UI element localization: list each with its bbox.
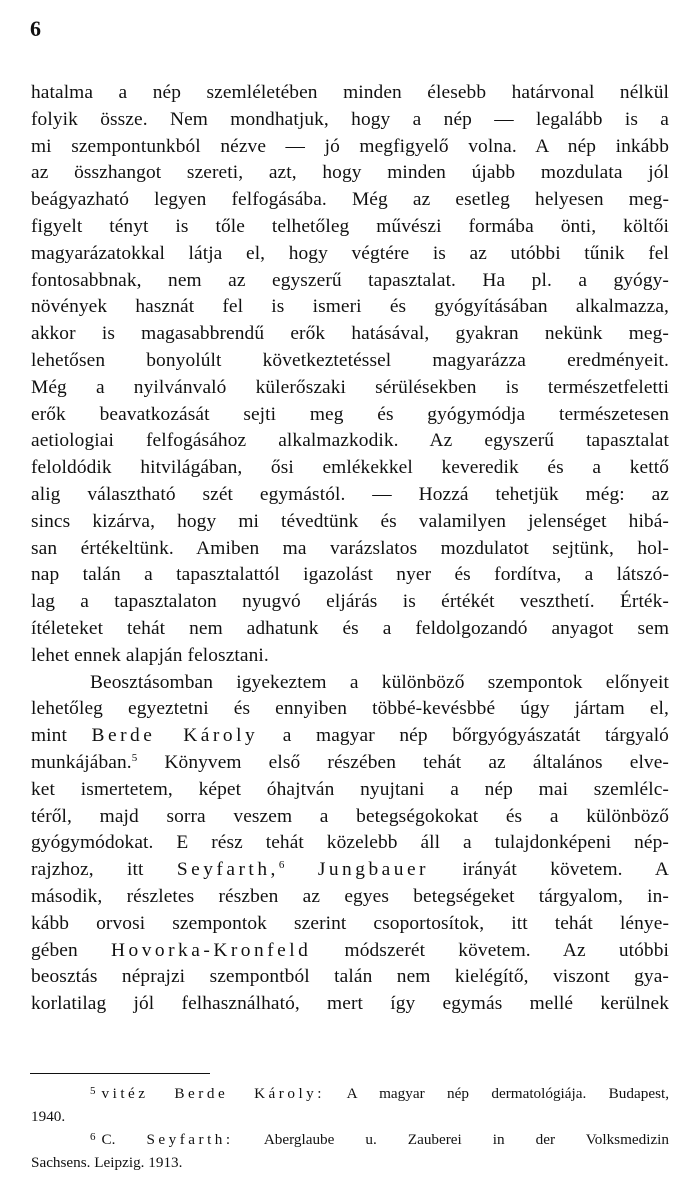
text-line: gyógymódokat. E rész tehát közelebb áll a tulajdonképeni nép- xyxy=(31,832,669,854)
footnote-ref: 5 xyxy=(131,751,138,764)
text-line: téről, majd sorra veszem a betegségokokat és a különböző xyxy=(31,805,669,827)
text-line xyxy=(31,938,669,965)
footnote-mark: 6 xyxy=(90,1131,96,1143)
footnote-author: vitéz Berde Károly: xyxy=(101,1085,325,1102)
footnote-author-spaced: Seyfarth: xyxy=(146,1131,234,1148)
text-span: mint xyxy=(31,725,67,747)
text-line: beosztás néprajzi szempontból talán nem kielégítő, viszont gya- xyxy=(31,966,669,988)
text-line: alig választható szét egymástól. — Hozzá tehetjük még: az xyxy=(31,483,669,505)
text-span: Könyvem első részében tehát az általános elve- xyxy=(164,751,669,773)
author-name-spaced: Hovorka-Kronfeld xyxy=(111,939,312,961)
text-line: nap talán a tapasztalattól igazolást nyer és fordítva, a látszó- xyxy=(31,564,669,586)
footnotes xyxy=(31,1082,669,1174)
footnote-6 xyxy=(31,1128,669,1151)
text-line: figyelt tényt is tőle telhetőleg művészi formába önti, költői xyxy=(31,215,669,237)
author-name-spaced: Seyfarth, xyxy=(176,859,279,881)
footnote-ref: 6 xyxy=(278,859,285,872)
author-name-spaced: Jungbauer xyxy=(317,859,430,881)
text-line: ítéleteket tehát nem adhatunk és a feldolgozandó anyagot sem xyxy=(31,617,669,639)
page-number: 6 xyxy=(30,16,41,41)
footnote-continuation: Sachsens. Leipzig. 1913. xyxy=(31,1154,183,1171)
text-line xyxy=(31,857,669,884)
text-line: san értékeltünk. Amiben ma varázslatos mozdulatot sejtünk, hol- xyxy=(31,537,669,559)
text-line: ket ismertetem, képet óhajtván nyujtani a nép mai szemlélc- xyxy=(31,778,669,800)
text-line: feloldódik hitvilágában, ősi emlékekkel keveredik és a kettő xyxy=(31,457,669,479)
text-span: irányát követem. A xyxy=(462,859,669,881)
text-line: sincs kizárva, hogy mi tévedtünk és valamilyen jelenséget hibá- xyxy=(31,510,669,532)
text-line: erők beavatkozását sejti meg és gyógymódja természetesen xyxy=(31,403,669,425)
footnote-mark: 5 xyxy=(90,1085,96,1097)
text-span: gében xyxy=(31,939,78,961)
text-line xyxy=(31,723,669,750)
footnote-divider xyxy=(30,1073,210,1074)
text-line: folyik össze. Nem mondhatjuk, hogy a nép — legalább is a xyxy=(31,108,669,130)
text-line: lehetősen bonyolúlt következtetéssel magyarázza eredményeit. xyxy=(31,349,669,371)
text-line: korlatilag jól felhasználható, mert így egymás mellé kerülnek xyxy=(31,993,669,1015)
text-line: második, részletes részben az egyes betegségeket tárgyalom, in- xyxy=(31,885,669,907)
text-line: az összhangot szereti, azt, hogy minden újabb mozdulata jól xyxy=(31,162,669,184)
text-line: akkor is magasabbrendű erők hatásával, gyakran nekünk meg- xyxy=(31,323,669,345)
footnote-5 xyxy=(31,1082,669,1105)
text-span: rajzhoz, itt xyxy=(31,859,144,881)
text-line: hatalma a nép szemléletében minden élesebb határvonal nélkül xyxy=(31,82,669,103)
text-line: aetiologiai felfogásához alkalmazkodik. Az egyszerű tapasztalat xyxy=(31,430,669,452)
text-span: munkájában. xyxy=(31,751,132,773)
text-line: Beosztásomban igyekeztem a különböző szempontok előnyeit xyxy=(90,671,669,693)
footnote-continuation: 1940. xyxy=(31,1108,66,1125)
author-name-spaced: Berde Károly xyxy=(91,725,259,747)
text-line: fontosabbnak, nem az egyszerű tapasztalat. Ha pl. a gyógy- xyxy=(31,269,669,291)
text-line: növények hasznát fel is ismeri és gyógyításában alkalmazza, xyxy=(31,296,669,318)
text-span: módszerét követem. Az utóbbi xyxy=(344,939,669,961)
text-line: beágyazható legyen felfogásába. Még az esetleg helyesen meg- xyxy=(31,189,669,211)
text-line: Még a nyilvánvaló külerőszaki sérülésekben is természetfeletti xyxy=(31,376,669,398)
text-line: magyarázatokkal látja el, hogy végtére is az utóbbi tűnik fel xyxy=(31,242,669,264)
text-line: lehetőleg egyeztetni és ennyiben többé-kevésbbé úgy jártam el, xyxy=(31,698,669,720)
text-span: a magyar nép bőrgyógyászatát tárgyaló xyxy=(282,725,669,747)
footnote-text: A magyar nép dermatológiája. Budapest, xyxy=(346,1085,669,1102)
text-line: lehet ennek alapján felosztani. xyxy=(31,644,269,666)
text-line xyxy=(31,750,669,777)
footnote-author: C. xyxy=(101,1131,116,1148)
text-line: kább orvosi szempontok szerint csoportosítok, itt tehát lénye- xyxy=(31,912,669,934)
footnote-text: Aberglaube u. Zauberei in der Volksmedizin xyxy=(263,1131,669,1148)
body-text xyxy=(31,80,669,1018)
text-line: mi szempontunkból nézve — jó megfigyelő volna. A nép inkább xyxy=(31,135,669,157)
text-line: lag a tapasztalaton nyugvó eljárás is értékét veszthetí. Érték- xyxy=(31,591,669,613)
